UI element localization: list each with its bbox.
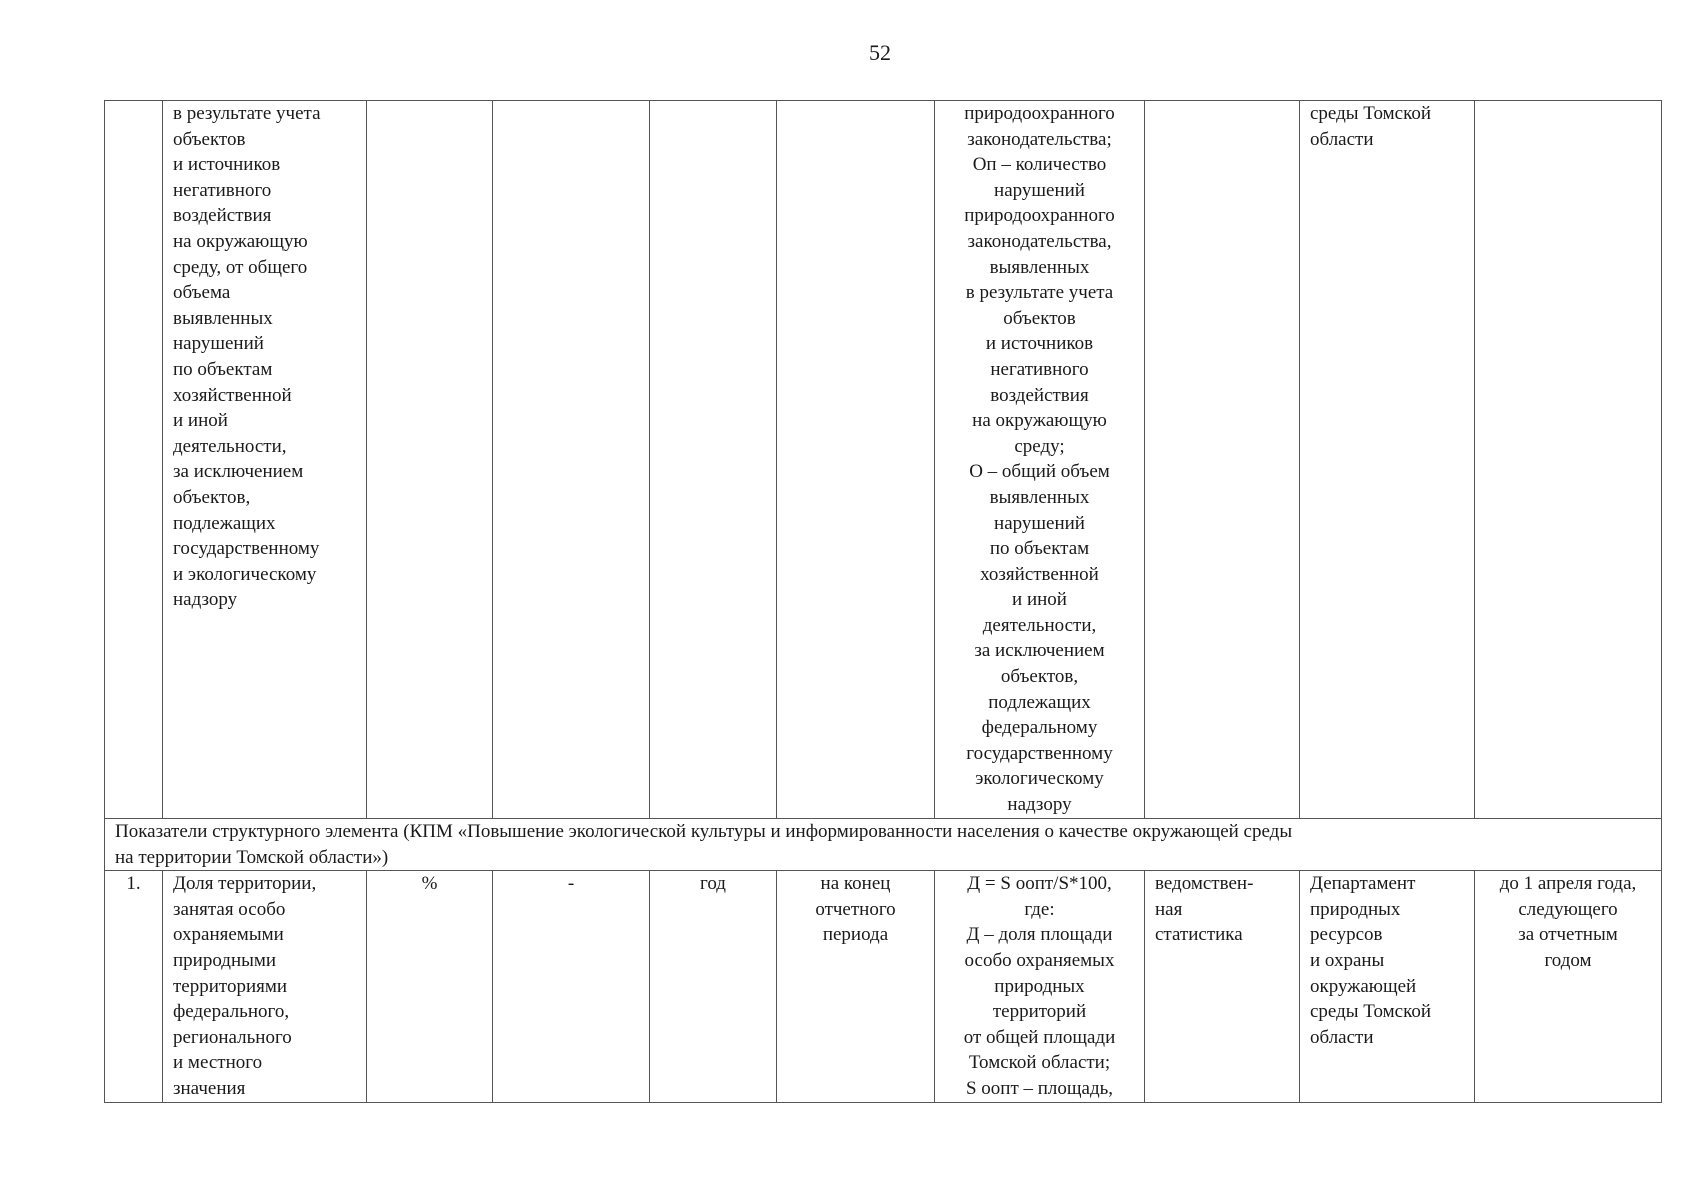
cell-number: 1. xyxy=(105,871,163,1102)
cell-deadline xyxy=(1475,101,1662,819)
cell-unit: % xyxy=(367,871,493,1102)
cell-periodicity xyxy=(650,101,777,819)
indicators-table xyxy=(104,100,1662,1103)
cell-unit xyxy=(367,101,493,819)
cell-periodicity: год xyxy=(650,871,777,1102)
cell-responsible: Департамент природных ресурсов и охраны окружающей среды Томской области xyxy=(1300,871,1475,1102)
continuation-row xyxy=(105,101,1662,819)
cell-formula: природоохранного законодательства; Оп – количество нарушений природоохранного законодательства, выявленных в результате учета объектов и источников негативного воздействия на окружающую среду; О – общий объем выявленных нарушений по объектам хозяйственной и иной деятельности, за исключением объектов, подлежащих федеральному государственному экологическому надзору xyxy=(935,101,1145,819)
cell-data-source xyxy=(1145,101,1300,819)
cell-type: - xyxy=(493,871,650,1102)
indicator-row xyxy=(105,871,1662,1102)
cell-type xyxy=(493,101,650,819)
section-header: Показатели структурного элемента (КПМ «Повышение экологической культуры и информированности населения о качестве окружающей среды на территории Томской области») xyxy=(105,819,1662,871)
cell-time-characteristic xyxy=(777,101,935,819)
cell-data-source: ведомствен- ная статистика xyxy=(1145,871,1300,1102)
cell-responsible: среды Томской области xyxy=(1300,101,1475,819)
page-number: 52 xyxy=(869,40,891,65)
cell-deadline: до 1 апреля года, следующего за отчетным годом xyxy=(1475,871,1662,1102)
section-header-row xyxy=(105,819,1662,871)
cell-indicator-name: в результате учета объектов и источников негативного воздействия на окружающую среду, от общего объема выявленных нарушений по объектам хозяйственной и иной деятельности, за исключением объектов, подлежащих государственному и экологическому надзору xyxy=(163,101,367,819)
cell-formula: Д = S оопт/S*100, где: Д – доля площади особо охраняемых природных территорий от общей площади Томской области; S оопт – площадь, xyxy=(935,871,1145,1102)
cell-time-characteristic: на конец отчетного периода xyxy=(777,871,935,1102)
cell-indicator-name: Доля территории, занятая особо охраняемыми природными территориями федерального, регионального и местного значения xyxy=(163,871,367,1102)
cell-number xyxy=(105,101,163,819)
